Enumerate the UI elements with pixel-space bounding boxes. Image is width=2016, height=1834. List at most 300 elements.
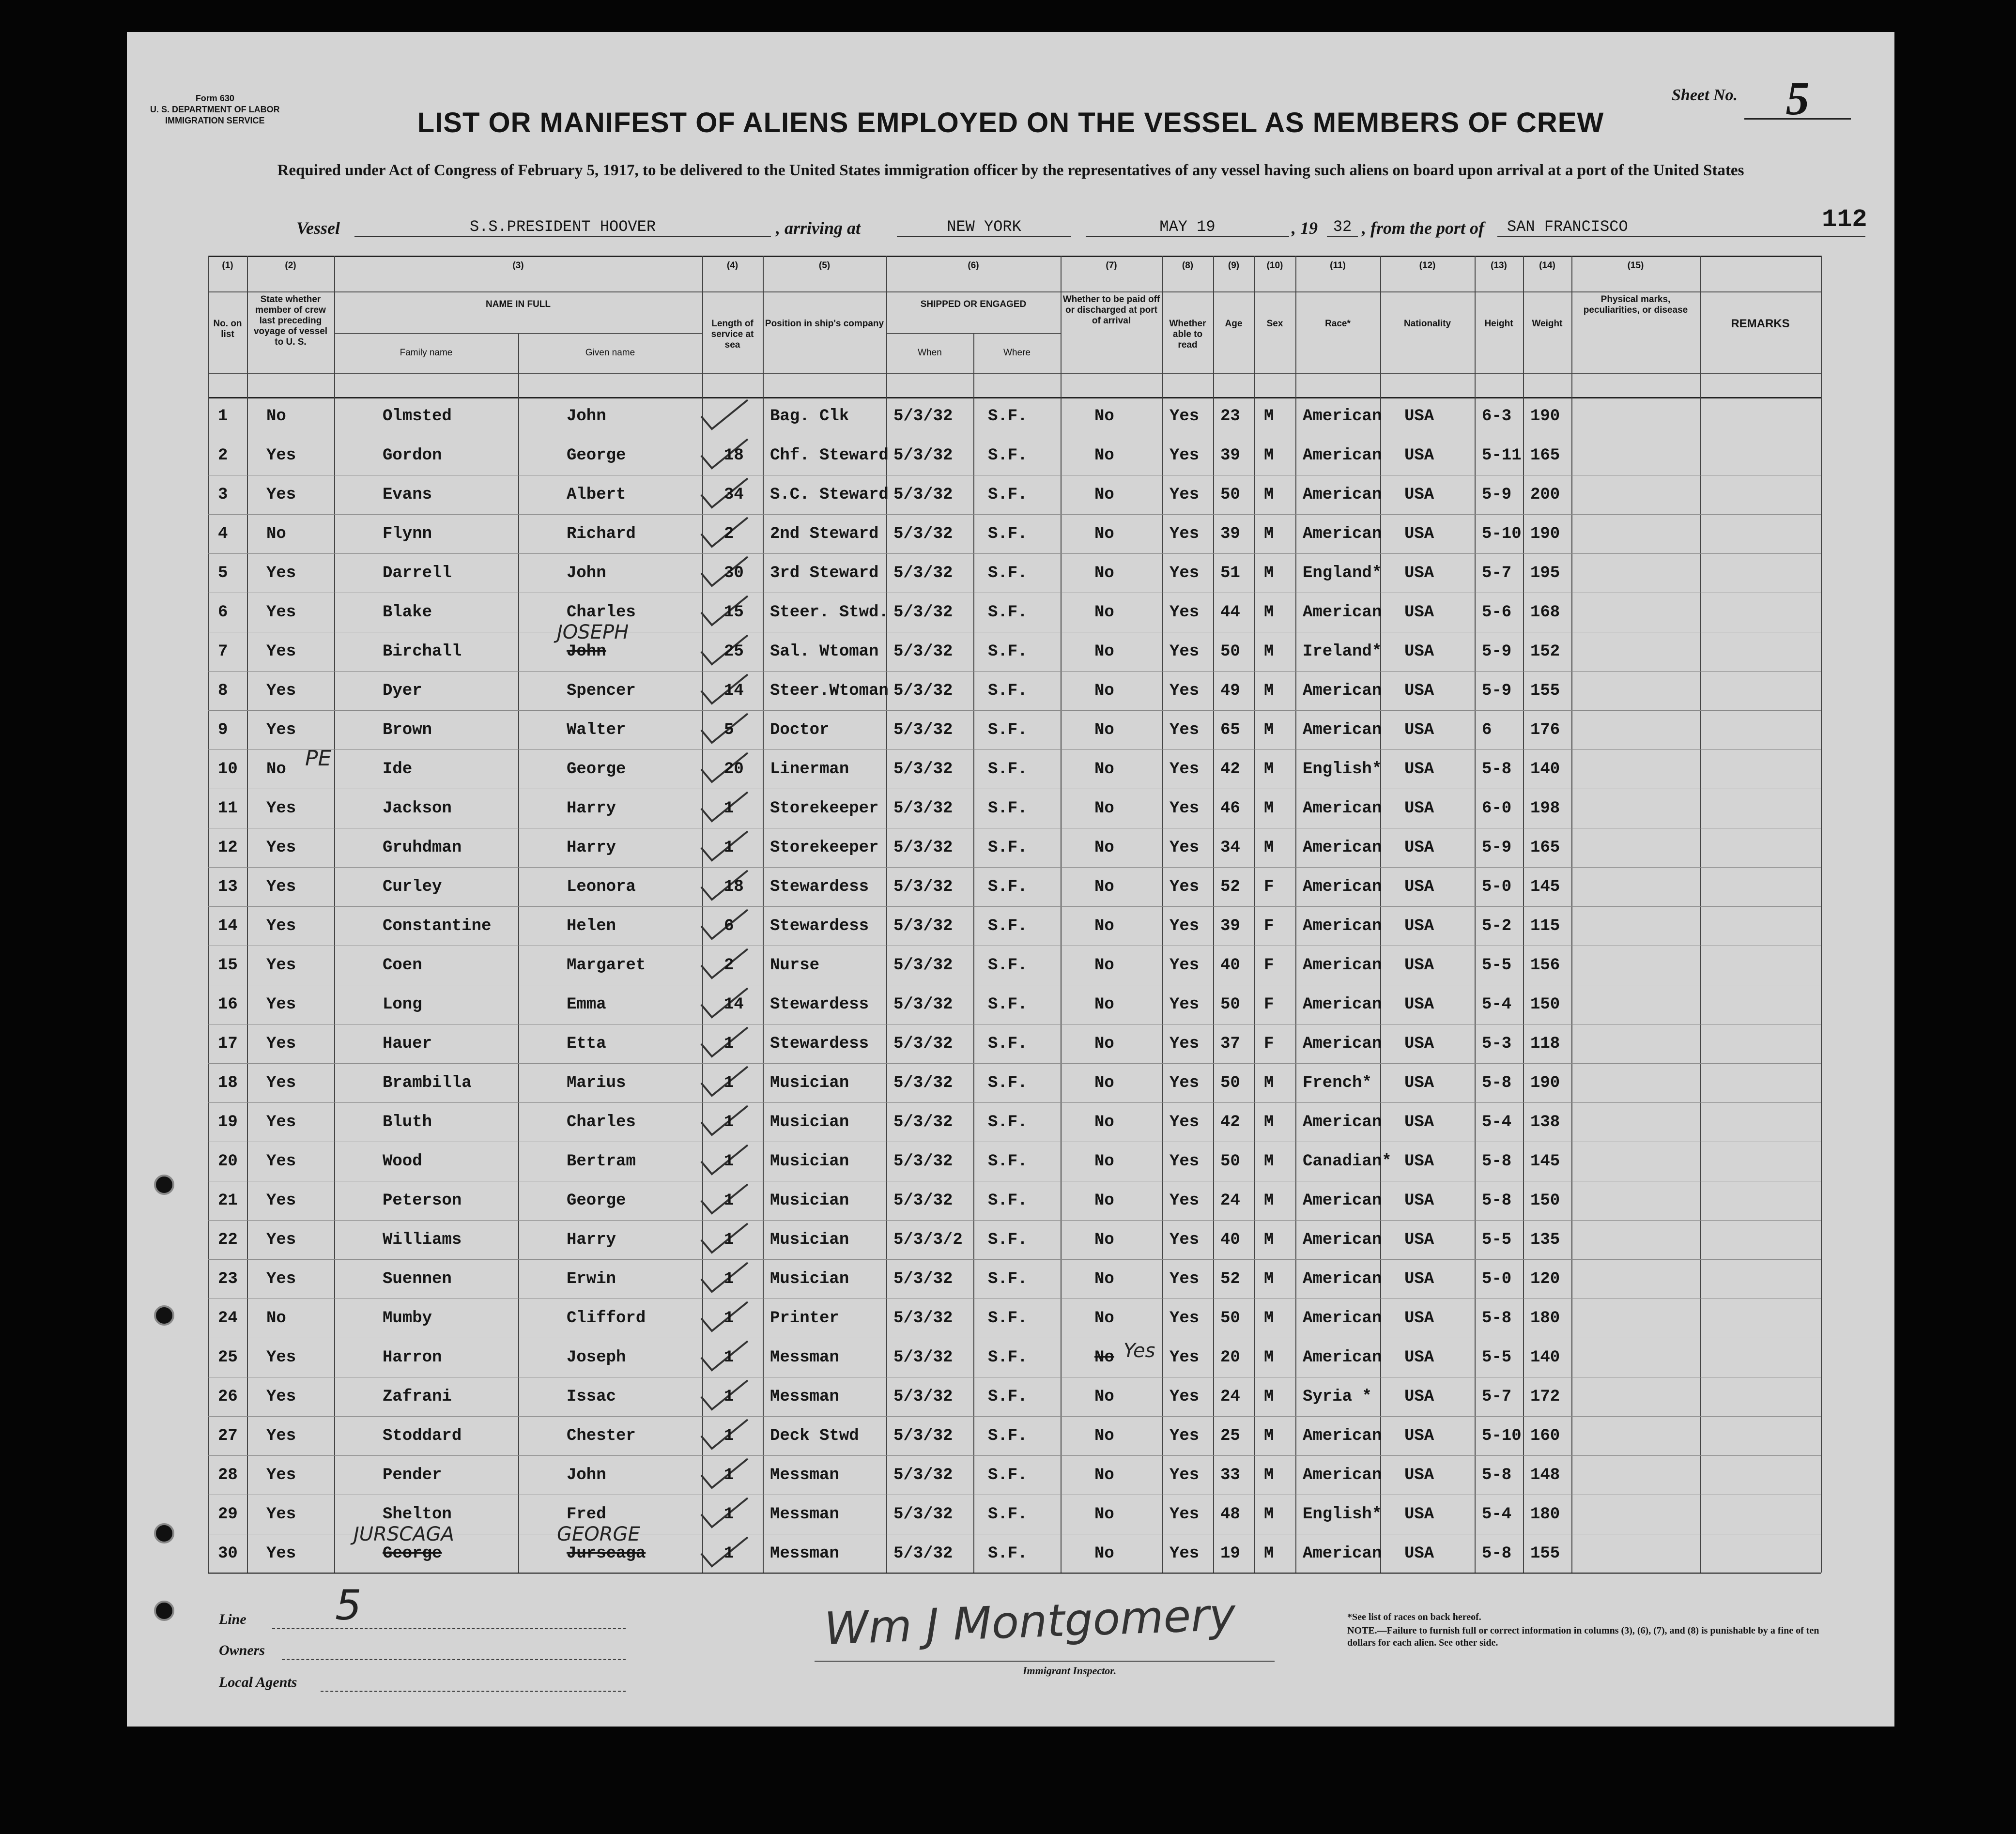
race: American [1303,446,1382,465]
shipped-where: S.F. [988,1348,1028,1367]
race: American [1303,407,1382,426]
nationality: USA [1404,407,1434,426]
row-number: 10 [218,760,238,779]
race: American [1303,486,1382,504]
previous-voyage: Yes [266,1192,296,1210]
length-of-service: 1 [724,1505,734,1524]
race: American [1303,1231,1382,1249]
table-row [208,828,1821,868]
inspector-label: Immigrant Inspector. [1023,1665,1117,1677]
weight: 165 [1530,839,1560,857]
sex: M [1264,1152,1274,1171]
age: 24 [1220,1192,1240,1210]
paid-off: No [1094,878,1114,896]
row-number: 6 [218,603,228,622]
weight: 150 [1530,995,1560,1014]
length-of-service: 1 [724,1348,734,1367]
age: 34 [1220,839,1240,857]
height: 6 [1482,721,1492,739]
given-name: Richard [567,525,636,543]
document-subtitle: Required under Act of Congress of February 5, 1917, to be delivered to the United States immigration officer by the representatives of any vessel having such aliens on board upon arrival at a port of the United States [277,162,1744,179]
race: England* [1303,564,1382,582]
height: 6-0 [1482,799,1512,818]
table-row [208,1299,1821,1338]
able-to-read: Yes [1170,839,1200,857]
able-to-read: Yes [1170,446,1200,465]
shipped-where: S.F. [988,1152,1028,1171]
manifest-sheet [127,32,1894,1727]
family-name: Harron [383,1348,442,1367]
row-number: 3 [218,486,228,504]
table-row [208,593,1821,632]
row-number: 11 [218,799,238,818]
paid-off: No [1094,1192,1114,1210]
given-name: George [567,1192,626,1210]
row-number: 27 [218,1427,238,1445]
row-number: 25 [218,1348,238,1367]
sex: M [1264,1113,1274,1131]
shipped-when: 5/3/32 [893,1270,953,1288]
nationality: USA [1404,1309,1434,1328]
shipped-when: 5/3/32 [893,995,953,1014]
height: 5-5 [1482,1348,1512,1367]
length-of-service: 1 [724,1113,734,1131]
family-name: Brambilla [383,1074,472,1092]
table-row [208,985,1821,1024]
weight: 180 [1530,1309,1560,1328]
weight: 165 [1530,446,1560,465]
shipped-where: S.F. [988,956,1028,975]
length-of-service: 2 [724,956,734,975]
length-of-service: 18 [724,878,744,896]
paid-off: No [1094,956,1114,975]
shipped-where: S.F. [988,1270,1028,1288]
column-header: Weight [1532,319,1563,329]
weight: 176 [1530,721,1560,739]
length-of-service: 1 [724,1035,734,1053]
table-row [208,1417,1821,1456]
row-number: 13 [218,878,238,896]
shipped-where: S.F. [988,525,1028,543]
column-header: NAME IN FULL [485,299,551,309]
age: 24 [1220,1388,1240,1406]
crew-table [208,256,1821,1573]
sex: M [1264,1192,1274,1210]
height: 5-8 [1482,1192,1512,1210]
position: Musician [770,1270,849,1288]
given-name: Joseph [567,1348,626,1367]
sex: M [1264,486,1274,504]
previous-voyage: Yes [266,799,296,818]
race: French* [1303,1074,1372,1092]
sex: M [1264,603,1274,622]
given-name: Harry [567,839,616,857]
race: American [1303,1113,1382,1131]
paid-off: No [1094,995,1114,1014]
previous-voyage: Yes [266,1427,296,1445]
sex: F [1264,995,1274,1014]
age: 23 [1220,407,1240,426]
shipped-when: 5/3/32 [893,839,953,857]
age: 40 [1220,1231,1240,1249]
paid-off: No [1094,525,1114,543]
age: 50 [1220,1152,1240,1171]
age: 65 [1220,721,1240,739]
given-name: Spencer [567,682,636,700]
table-row [208,1221,1821,1260]
sex: M [1264,839,1274,857]
able-to-read: Yes [1170,564,1200,582]
position: Steer.Wtoman [770,682,889,700]
sex: F [1264,956,1274,975]
shipped-when: 5/3/32 [893,1074,953,1092]
previous-voyage: No [266,525,286,543]
age: 51 [1220,564,1240,582]
family-name: George [383,1544,442,1563]
punch-hole [154,1175,174,1195]
nationality: USA [1404,1466,1434,1484]
given-name: Bertram [567,1152,636,1171]
line-label: Line [219,1611,246,1627]
shipped-where: S.F. [988,446,1028,465]
table-row [208,515,1821,554]
given-name: Marius [567,1074,626,1092]
paid-off: No [1094,446,1114,465]
column-number: (8) [1182,260,1194,271]
length-of-service: 1 [724,1074,734,1092]
paid-off: No [1094,760,1114,779]
nationality: USA [1404,642,1434,661]
nationality: USA [1404,1074,1434,1092]
family-name: Williams [383,1231,462,1249]
given-name: Harry [567,1231,616,1249]
previous-voyage: No [266,407,286,426]
shipped-where: S.F. [988,1074,1028,1092]
length-of-service: 1 [724,1544,734,1563]
race: American [1303,995,1382,1014]
weight: 190 [1530,525,1560,543]
race: American [1303,1466,1382,1484]
family-name: Ide [383,760,413,779]
height: 5-9 [1482,642,1512,661]
length-of-service: 14 [724,995,744,1014]
age: 42 [1220,760,1240,779]
table-row [208,1338,1821,1377]
weight: 155 [1530,1544,1560,1563]
able-to-read: Yes [1170,956,1200,975]
length-of-service: 6 [724,917,734,935]
family-name: Gruhdman [383,839,462,857]
column-header: Whether able to read [1169,319,1206,350]
family-name: Jackson [383,799,452,818]
given-name-correction: JOSEPH [557,621,629,643]
sex: F [1264,878,1274,896]
sex: M [1264,1427,1274,1445]
column-header: Race* [1325,319,1351,329]
nationality: USA [1404,995,1434,1014]
shipped-where: S.F. [988,486,1028,504]
age: 48 [1220,1505,1240,1524]
previous-voyage: Yes [266,603,296,622]
column-header: Nationality [1403,319,1451,329]
column-header: Length of service at sea [711,319,754,350]
sex: M [1264,525,1274,543]
row-number: 28 [218,1466,238,1484]
length-of-service: 15 [724,603,744,622]
shipped-when: 5/3/32 [893,1466,953,1484]
family-name: Coen [383,956,422,975]
shipped-where: S.F. [988,995,1028,1014]
given-name: Margaret [567,956,646,975]
given-name: Issac [567,1388,616,1406]
column-header: SHIPPED OR ENGAGED [920,299,1027,309]
paid-off: No [1094,1388,1114,1406]
given-name: Chester [567,1427,636,1445]
position: Storekeeper [770,839,879,857]
service-name: IMMIGRATION SERVICE [165,116,265,125]
paid-off: No [1094,1309,1114,1328]
age: 39 [1220,917,1240,935]
able-to-read: Yes [1170,1074,1200,1092]
column-number: (6) [968,260,979,271]
shipped-where: S.F. [988,917,1028,935]
nationality: USA [1404,1152,1434,1171]
previous-voyage: Yes [266,839,296,857]
column-header: Height [1484,319,1513,329]
penalty-note: NOTE.—Failure to furnish full or correct information in columns (3), (6), (7), and (8) is punishable by a fine of ten dollars for each alien. See other side. [1347,1625,1819,1648]
position: Deck Stwd [770,1427,859,1445]
sex: F [1264,1035,1274,1053]
column-number: (10) [1266,260,1283,271]
paid-off: No [1094,1113,1114,1131]
column-header: No. on list [213,319,242,339]
family-name: Mumby [383,1309,432,1328]
race: American [1303,1427,1382,1445]
shipped-when: 5/3/32 [893,878,953,896]
shipped-where: S.F. [988,564,1028,582]
shipped-when: 5/3/32 [893,1348,953,1367]
length-of-service: 20 [724,760,744,779]
shipped-when: 5/3/32 [893,721,953,739]
weight: 160 [1530,1427,1560,1445]
column-number: (7) [1106,260,1117,271]
shipped-when: 5/3/32 [893,1427,953,1445]
age: 50 [1220,486,1240,504]
table-row [208,1024,1821,1064]
form-number: Form 630 [195,93,234,103]
able-to-read: Yes [1170,1427,1200,1445]
previous-voyage: Yes [266,446,296,465]
row-number: 22 [218,1231,238,1249]
inspector-signature: Wm J Montgomery [823,1589,1237,1655]
weight: 140 [1530,1348,1560,1367]
family-name-correction: JURSCAGA [354,1523,454,1545]
arrival-date: MAY 19 [1086,218,1289,237]
column-number: (5) [818,260,831,271]
race: Ireland* [1303,642,1382,661]
shipped-where: S.F. [988,721,1028,739]
able-to-read: Yes [1170,995,1200,1014]
previous-voyage: Yes [266,1388,296,1406]
height: 5-8 [1482,1074,1512,1092]
weight: 155 [1530,682,1560,700]
family-name: Hauer [383,1035,432,1053]
sex: M [1264,1309,1274,1328]
height: 5-0 [1482,878,1512,896]
arriving-port: NEW YORK [897,218,1071,237]
previous-voyage: Yes [266,917,296,935]
weight: 115 [1530,917,1560,935]
position: Messman [770,1348,839,1367]
table-row [208,1064,1821,1103]
row-number: 21 [218,1192,238,1210]
row-number: 9 [218,721,228,739]
shipped-when: 5/3/32 [893,1152,953,1171]
vessel-label: Vessel [296,218,340,238]
previous-voyage: Yes [266,682,296,700]
shipped-when: 5/3/32 [893,525,953,543]
able-to-read: Yes [1170,721,1200,739]
shipped-where: S.F. [988,642,1028,661]
position: Linerman [770,760,849,779]
table-row [208,946,1821,985]
vessel-name: S.S.PRESIDENT HOOVER [354,218,771,237]
height: 5-9 [1482,839,1512,857]
length-of-service: 1 [724,1427,734,1445]
weight: 195 [1530,564,1560,582]
age: 39 [1220,446,1240,465]
family-name: Bluth [383,1113,432,1131]
nationality: USA [1404,878,1434,896]
punch-hole [154,1305,174,1326]
shipped-where: S.F. [988,1505,1028,1524]
previous-voyage: Yes [266,878,296,896]
nationality: USA [1404,525,1434,543]
race: American [1303,721,1382,739]
height: 5-8 [1482,760,1512,779]
race: American [1303,1270,1382,1288]
nationality: USA [1404,446,1434,465]
row-number: 14 [218,917,238,935]
nationality: USA [1404,721,1434,739]
column-header: Position in ship's company [765,319,884,329]
weight: 150 [1530,1192,1560,1210]
able-to-read: Yes [1170,878,1200,896]
paid-off: No [1094,486,1114,504]
shipped-when: 5/3/32 [893,917,953,935]
check-mark-icon [697,397,760,436]
nationality: USA [1404,760,1434,779]
shipped-where: S.F. [988,1113,1028,1131]
able-to-read: Yes [1170,642,1200,661]
weight: 145 [1530,1152,1560,1171]
previous-voyage: Yes [266,995,296,1014]
shipped-where: S.F. [988,682,1028,700]
row-number: 7 [218,642,228,661]
sex: M [1264,721,1274,739]
given-name-correction: GEORGE [557,1523,640,1545]
shipped-where: S.F. [988,839,1028,857]
table-row [208,436,1821,475]
able-to-read: Yes [1170,760,1200,779]
family-name: Zafrani [383,1388,452,1406]
weight: 172 [1530,1388,1560,1406]
height: 5-11 [1482,446,1522,465]
sheet-number-label: Sheet No. [1672,86,1738,104]
height: 5-4 [1482,1505,1512,1524]
table-row [208,711,1821,750]
race: American [1303,603,1382,622]
length-of-service: 5 [724,721,734,739]
sex: M [1264,642,1274,661]
previous-voyage: Yes [266,1231,296,1249]
shipped-when: 5/3/32 [893,1505,953,1524]
family-name: Stoddard [383,1427,462,1445]
position: Musician [770,1152,849,1171]
height: 5-7 [1482,1388,1512,1406]
weight: 120 [1530,1270,1560,1288]
table-row [208,1260,1821,1299]
column-header: Whether to be paid off or discharged at port of arrival [1062,294,1160,326]
given-name: Clifford [567,1309,646,1328]
shipped-where: S.F. [988,407,1028,426]
sex: M [1264,682,1274,700]
height: 5-4 [1482,1113,1512,1131]
given-name: John [567,1466,606,1484]
able-to-read: Yes [1170,1113,1200,1131]
row-number: 18 [218,1074,238,1092]
sex: M [1264,1544,1274,1563]
weight: 198 [1530,799,1560,818]
position: Chf. Steward [770,446,889,465]
given-name: Jurscaga [567,1544,646,1563]
race: American [1303,682,1382,700]
table-row [208,1142,1821,1181]
able-to-read: Yes [1170,603,1200,622]
race: American [1303,1309,1382,1328]
race: American [1303,878,1382,896]
column-header: REMARKS [1731,317,1790,330]
row-number: 2 [218,446,228,465]
previous-voyage: Yes [266,721,296,739]
position: Stewardess [770,1035,869,1053]
height: 5-6 [1482,603,1512,622]
able-to-read: Yes [1170,1035,1200,1053]
shipped-where: S.F. [988,1427,1028,1445]
paid-off: No [1094,1466,1114,1484]
shipped-when: 5/3/32 [893,642,953,661]
agents-field [321,1674,626,1692]
previous-voyage: No [266,1309,286,1328]
line-field [272,1611,626,1629]
family-name: Flynn [383,525,432,543]
column-header: Physical marks, peculiarities, or disease [1583,294,1688,315]
sex: M [1264,799,1274,818]
age: 52 [1220,1270,1240,1288]
shipped-when: 5/3/32 [893,407,953,426]
height: 5-3 [1482,1035,1512,1053]
row-number: 12 [218,839,238,857]
row-number: 26 [218,1388,238,1406]
race: American [1303,1035,1382,1053]
length-of-service: 2 [724,525,734,543]
column-number: (12) [1419,260,1436,271]
shipped-when: 5/3/32 [893,1113,953,1131]
column-number: (4) [726,260,739,271]
column-subheader: Where [1003,348,1031,358]
sex: M [1264,407,1274,426]
row-number: 20 [218,1152,238,1171]
